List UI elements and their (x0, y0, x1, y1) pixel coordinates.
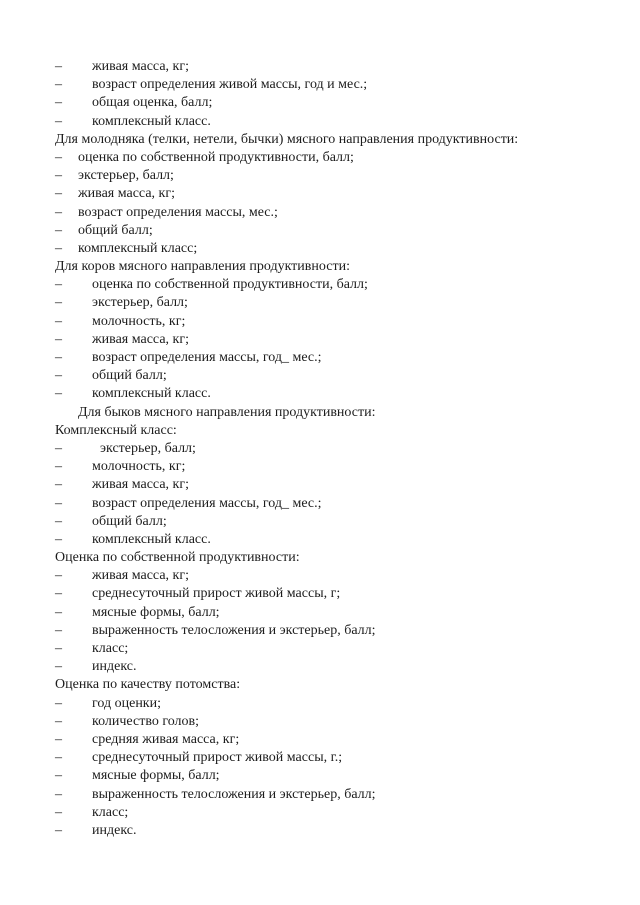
section-heading-complex (0, 422, 640, 440)
list-dash: – (55, 531, 62, 547)
list-item-text: класс; (92, 641, 129, 656)
list-dash: – (55, 568, 62, 584)
list-item-text: класс; (92, 804, 129, 820)
list-item-text: средняя живая масса, кг; (92, 731, 240, 747)
list-item (0, 349, 640, 367)
list-item-text: общий балл; (78, 222, 153, 238)
list-item-text: живая масса, кг; (92, 568, 189, 584)
list-item-text: живая масса, кг; (92, 477, 189, 493)
list-dash: – (55, 641, 62, 656)
list-item-text: индекс. (92, 659, 137, 675)
list-item (0, 822, 640, 840)
list-item-text: экстерьер, балл; (78, 168, 174, 184)
list-item (0, 695, 640, 713)
list-dash: – (55, 95, 62, 111)
list-dash: – (55, 59, 62, 74)
list-item (0, 495, 640, 513)
list-item (0, 640, 640, 658)
heading-text: Для коров мясного направления продуктивности: (55, 259, 350, 275)
list-item (0, 731, 640, 749)
document-page (0, 58, 640, 840)
list-item (0, 440, 640, 458)
list-dash: – (55, 459, 62, 475)
list-item-text: комплексный класс. (92, 386, 211, 402)
list-item (0, 367, 640, 385)
list-dash: – (55, 622, 62, 638)
list-item (0, 276, 640, 294)
list-item (0, 458, 640, 476)
section-heading-own (0, 549, 640, 567)
list-item-text: экстерьер, балл; (100, 440, 196, 456)
list-item-text: комплексный класс. (92, 531, 211, 547)
list-dash: – (55, 222, 62, 238)
list-dash: – (55, 204, 62, 220)
list-item (0, 240, 640, 258)
list-item (0, 204, 640, 222)
list-item-text: оценка по собственной продуктивности, балл; (78, 149, 354, 165)
list-item-text: возраст определения массы, мес.; (78, 204, 278, 220)
list-item-text: мясные формы, балл; (92, 604, 220, 620)
list-dash: – (55, 149, 62, 165)
list-item (0, 713, 640, 731)
list-item (0, 604, 640, 622)
list-dash: – (55, 495, 62, 511)
list-item-text: живая масса, кг; (92, 331, 189, 347)
list-item-text: мясные формы, балл; (92, 768, 220, 784)
list-item (0, 294, 640, 312)
list-item-text: возраст определения массы, год_ мес.; (92, 350, 322, 365)
list-dash: – (55, 240, 62, 256)
list-dash: – (55, 440, 62, 456)
list-item (0, 185, 640, 203)
list-dash: – (55, 477, 62, 493)
list-item (0, 786, 640, 804)
list-dash: – (55, 513, 62, 529)
list-item (0, 567, 640, 585)
list-item-text: индекс. (92, 822, 137, 838)
list-item-text: выраженность телосложения и экстерьер, балл; (92, 786, 376, 802)
list-item (0, 513, 640, 531)
section-heading-cows (0, 258, 640, 276)
list-item-text: выраженность телосложения и экстерьер, балл; (92, 622, 376, 638)
list-dash: – (55, 768, 62, 784)
list-dash: – (55, 750, 62, 766)
list-item-text: комплексный класс; (78, 240, 198, 256)
list-dash: – (55, 295, 62, 311)
heading-text: Комплексный класс: (55, 422, 177, 438)
section-heading-young (0, 131, 640, 149)
list-dash: – (55, 586, 62, 602)
list-dash: – (55, 386, 62, 402)
list-item-text: экстерьер, балл; (92, 295, 188, 311)
list-dash: – (55, 350, 62, 365)
list-item (0, 622, 640, 640)
heading-text: Оценка по собственной продуктивности: (55, 550, 300, 566)
list-dash: – (55, 331, 62, 347)
list-dash: – (55, 113, 62, 129)
list-item (0, 331, 640, 349)
list-dash: – (55, 786, 62, 802)
list-item-text: год оценки; (92, 695, 161, 711)
list-item (0, 531, 640, 549)
list-item-text: живая масса, кг; (78, 186, 175, 202)
list-item-text: возраст определения живой массы, год и мес.; (92, 77, 368, 93)
list-item-text: общая оценка, балл; (92, 95, 213, 111)
list-item-text: возраст определения массы, год_ мес.; (92, 495, 322, 511)
list-item (0, 76, 640, 94)
list-dash: – (55, 313, 62, 329)
list-dash: – (55, 659, 62, 675)
list-item (0, 804, 640, 822)
list-item (0, 58, 640, 76)
list-dash: – (55, 368, 62, 384)
list-item-text: среднесуточный прирост живой массы, г.; (92, 750, 343, 766)
list-dash: – (55, 713, 62, 729)
list-item (0, 385, 640, 403)
list-item (0, 222, 640, 240)
heading-text: Оценка по качеству потомства: (55, 677, 241, 693)
list-item-text: общий балл; (92, 368, 167, 384)
list-item (0, 767, 640, 785)
list-item-text: количество голов; (92, 713, 200, 729)
list-item (0, 149, 640, 167)
list-item-text: живая масса, кг; (92, 59, 189, 74)
list-dash: – (55, 804, 62, 820)
list-dash: – (55, 604, 62, 620)
list-dash: – (55, 822, 62, 838)
list-item (0, 658, 640, 676)
list-item-text: оценка по собственной продуктивности, балл; (92, 277, 368, 293)
list-item (0, 94, 640, 112)
section-heading-bulls (0, 404, 640, 422)
list-item (0, 113, 640, 131)
section-heading-offspring (0, 676, 640, 694)
list-item-text: общий балл; (92, 513, 167, 529)
list-item (0, 749, 640, 767)
list-item (0, 585, 640, 603)
heading-text: Для молодняка (телки, нетели, бычки) мясного направления продуктивности: (55, 131, 519, 147)
list-dash: – (55, 186, 62, 202)
list-dash: – (55, 695, 62, 711)
list-item-text: молочность, кг; (92, 459, 186, 475)
list-dash: – (55, 731, 62, 747)
list-dash: – (55, 168, 62, 184)
list-item (0, 313, 640, 331)
heading-text: Для быков мясного направления продуктивности: (78, 404, 376, 420)
list-dash: – (55, 277, 62, 293)
list-item-text: комплексный класс. (92, 113, 211, 129)
list-item (0, 476, 640, 494)
list-item-text: среднесуточный прирост живой массы, г; (92, 586, 341, 602)
list-item (0, 167, 640, 185)
list-item-text: молочность, кг; (92, 313, 186, 329)
list-dash: – (55, 77, 62, 93)
